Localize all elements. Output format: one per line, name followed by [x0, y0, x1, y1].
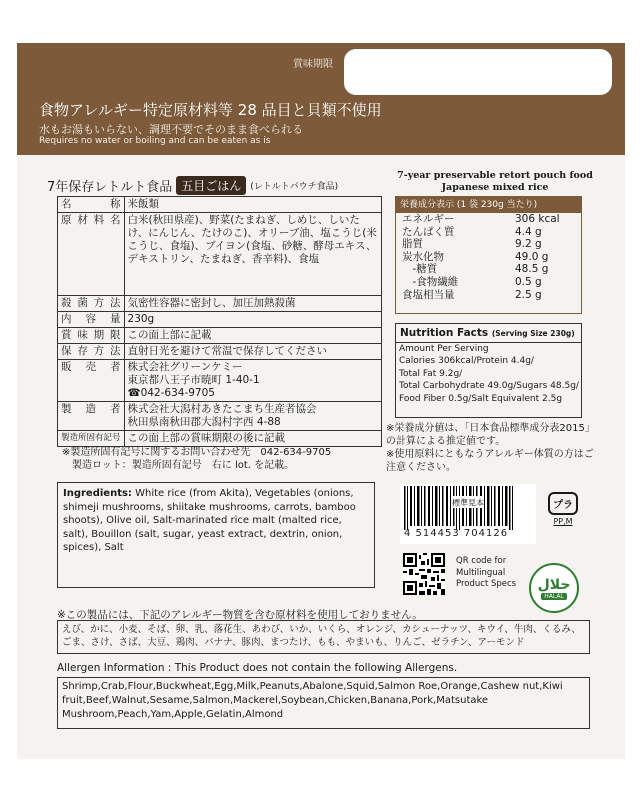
nutrition-facts-en: [395, 323, 582, 418]
halal-arabic: حلال: [537, 576, 571, 593]
nutrition-note-1: ※栄養成分値は、「日本食品標準成分表2015」の計算による推定値です。: [386, 423, 595, 447]
english-title-line-1: 7-year preservable retort pouch food: [397, 170, 593, 181]
qr-caption: QR code for Multilingual Product Specs: [456, 556, 517, 589]
product-name-badge: 五目ごはん: [176, 176, 246, 195]
english-title: [392, 170, 598, 194]
halal-certification-icon: [529, 563, 579, 613]
nutrition-facts-header: Nutrition Facts (Serving Size 230g): [396, 324, 581, 343]
label-row-name: 名 称 米飯類: [58, 197, 382, 213]
product-title: [47, 176, 338, 195]
label-row-sterilization: 殺菌方法 気密性容器に密封し、加圧加熱殺菌: [58, 296, 382, 312]
label-row-contents: 内 容 量 230g: [58, 312, 382, 328]
barcode-number: 4 514453 704126: [404, 528, 509, 539]
nutrition-row: 炭水化物 49.0 g: [402, 250, 549, 263]
halal-label: HALAL: [541, 593, 567, 600]
nutrition-facts-line: Food Fiber 0.5g/Salt Equivalent 2.5g: [399, 393, 563, 404]
no-water-jp: 水もお湯もいらない、調理不要でそのまま食べられる: [39, 123, 303, 136]
nutrition-row: エネルギー 306 kcal: [402, 213, 560, 225]
expiry-label: 賞味期限: [293, 59, 333, 70]
nutrition-facts-line: Total Fat 9.2g/: [399, 368, 463, 379]
label-row-ingredients: 原材料名 白米(秋田県産)、野菜(たまねぎ、しめじ、しいたけ、にんじん、たけのこ)、オリーブ油、塩こうじ(米こうじ、食塩)、ブイヨン(食塩、砂糖、酵母エキス、デキストリン、たまねぎ、香辛料)、食塩: [58, 213, 382, 296]
label-row-seller: 販 売 者 株式会社グリーンケミー 東京都八王子市暁町 1-40-1 ☎042-634-9705: [58, 360, 382, 402]
nutrition-row: 脂質 9.2 g: [402, 238, 542, 251]
product-title-sub: (レトルトパウチ食品): [250, 182, 339, 192]
nutrition-row: -食物繊維 0.5 g: [402, 275, 542, 288]
allergen-jp-list: えび、かに、小麦、そば、卵、乳、落花生、あわび、いか、いくら、オレンジ、カシューナッツ、キウイ、牛肉、くるみ、ごま、さけ、さば、大豆、鶏肉、バナナ、豚肉、まつたけ、もも、やまいも、りんご、ゼラチン、アーモンド: [57, 620, 590, 654]
allergen-jp-title: ※この製品には、下記のアレルギー物質を含む原材料を使用しておりません。: [57, 609, 423, 621]
contact-info: ※製造所固有記号に関するお問い合わせ先 042-634-9705 製造ロット：製造所固有記号 右に lot. を記載。: [62, 447, 332, 471]
label-row-manufacturer: 製 造 者 株式会社大潟村あきたこまち生産者協会 秋田県南秋田郡大潟村字西 4-88: [58, 402, 382, 431]
nutrition-row: たんぱく質 4.4 g: [402, 225, 542, 238]
nutrition-facts-line: Amount Per Serving: [399, 344, 489, 354]
english-ingredients: Ingredients: White rice (from Akita), Vegetables (onions, shimeji mushrooms, shiitake mushrooms, carrots, bamboo shoots), Olive oil, Salt-marinated rice malt (malted rice, salt), Bouillon (salt, sugar, yeast extract, dextrin, onion, spices), Salt: [57, 482, 375, 588]
label-row-storage: 保存方法 直射日光を避けて常温で保存してください: [58, 344, 382, 360]
expiry-box: [344, 49, 612, 95]
allergen-en-title: Allergen Information : This Product does not contain the following Allergens.: [57, 662, 458, 674]
product-title-main: 7年保存レトルト食品: [47, 180, 173, 195]
label-row-factory-code: 製造所固有記号 この面上部の賞味期限の後に記載: [58, 431, 382, 447]
nutrition-row: -糖質 48.5 g: [402, 263, 549, 276]
english-title-line-2: Japanese mixed rice: [441, 182, 549, 193]
nutrition-jp-table: [395, 196, 582, 314]
nutrition-facts-line: Calories 306kcal/Protein 4.4g/: [399, 356, 534, 367]
recycle-plastic-icon: プラ: [548, 492, 578, 515]
header-band: [17, 43, 625, 155]
allergy-free-title: 食物アレルギー特定原材料等 28 品目と貝類不使用: [39, 101, 382, 119]
no-water-en: Requires no water or boiling and can be eaten as is: [39, 136, 271, 146]
allergen-en-list: Shrimp,Crab,Flour,Buckwheat,Egg,Milk,Peanuts,Abalone,Squid,Salmon Roe,Orange,Cashew nut,Kiwi fruit,Beef,Walnut,Sesame,Salmon,Mackerel,Soybean,Chicken,Banana,Pork,Matsutake Mushroom,Peach,Yam,Apple,Gelatin,Almond: [57, 677, 590, 729]
recycle-material: PP,M: [553, 517, 573, 526]
nutrition-jp-header: 栄養成分表示 (1 袋 230g 当たり): [396, 197, 581, 213]
nutrition-notes: [386, 422, 596, 474]
nutrition-facts-line: Total Carbohydrate 49.0g/Sugars 48.5g/: [399, 381, 579, 392]
recycle-plastic-mark: [548, 492, 578, 526]
nutrition-note-2: ※使用原料にともなうアレルギー体質の方はご注意ください。: [386, 449, 594, 473]
qr-code-icon[interactable]: [403, 553, 445, 595]
nutrition-row: 食塩相当量 2.5 g: [402, 288, 542, 301]
food-label-table: [57, 196, 382, 447]
label-row-best-before: 賞味期限 この面上部に記載: [58, 328, 382, 344]
barcode-sample-label: 標準見本: [452, 498, 484, 508]
